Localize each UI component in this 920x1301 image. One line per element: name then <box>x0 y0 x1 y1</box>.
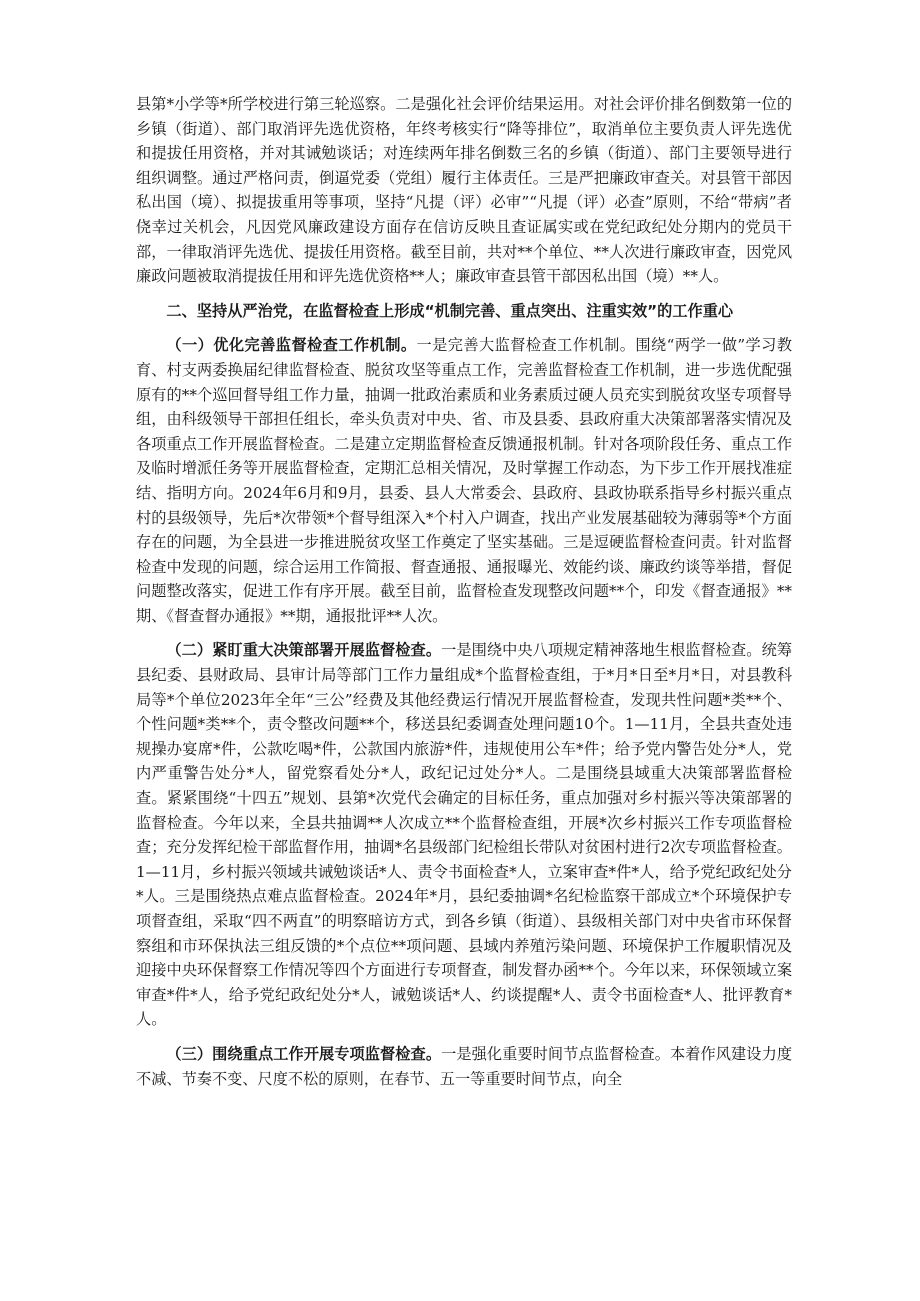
paragraph-subsection-2 <box>136 638 792 1032</box>
subsection-body-1: 一是完善大监督检查工作机制。围绕“两学一做”学习教育、村支两委换届纪律监督检查、脱贫攻坚等重点工作，完善监督检查工作机制，进一步选优配强原有的**个巡回督导组工作力量，抽调一批政治素质和业务素质过硬人员充实到脱贫攻坚专项督导组，由科级领导干部担任组长，牵头负责对中央、省、市及县委、县政府重大决策部署落实情况及各项重点工作开展监督检查。二是建立定期监督检查反馈通报机制。针对各项阶段任务、重点工作及临时增派任务等开展监督检查，定期汇总相关情况，及时掌握工作动态，为下步工作开展找准症结、指明方向。2024年6月和9月，县委、县人大常委会、县政府、县政协联系指导乡村振兴重点村的县级领导，先后*次带领*个督导组深入*个村入户调查，找出产业发展基础较为薄弱等*个方面存在的问题，为全县进一步推进脱贫攻坚工作奠定了坚实基础。三是逗硬监督检查问责。针对监督检查中发现的问题，综合运用工作简报、督查通报、通报曝光、效能约谈、廉政约谈等举措，督促问题整改落实，促进工作有序开展。截至目前，监督检查发现整改问题**个，印发《督查通报》**期、《督查督办通报》**期，通报批评**人次。 <box>136 336 793 625</box>
section-heading-2: 二、坚持从严治党，在监督检查上形成“机制完善、重点突出、注重实效”的工作重心 <box>166 301 734 320</box>
paragraph-subsection-3 <box>136 1042 792 1091</box>
paragraph-intro: 县第*小学等*所学校进行第三轮巡察。二是强化社会评价结果运用。对社会评价排名倒数第一位的乡镇（街道）、部门取消评先选优资格，年终考核实行“降等排位”，取消单位主要负责人评先选优和提拔任用资格，并对其诫勉谈话；对连续两年排名倒数三名的乡镇（街道）、部门主要领导进行组织调整。通过严格问责，倒逼党委（党组）履行主体责任。三是严把廉政审查关。对县管干部因私出国（境）、拟提拔重用等事项，坚持“凡提（评）必审”“凡提（评）必查”原则，不给“带病”者侥幸过关机会，凡因党风廉政建设方面存在信访反映且查证属实或在党纪政纪处分期内的党员干部，一律取消评先选优、提拔任用资格。截至目前，共对**个单位、**人次进行廉政审查，因党风廉政问题被取消提拔任用和评先选优资格**人；廉政审查县管干部因私出国（境）**人。 <box>136 95 792 286</box>
paragraph-subsection-1 <box>136 333 792 628</box>
subsection-body-3: 一是强化重要时间节点监督检查。本着作风建设力度不减、节奏不变、尺度不松的原则，在春节、五一等重要时间节点，向全 <box>136 1044 793 1088</box>
subsection-title-3: （三）围绕重点工作开展专项监督检查。 <box>166 1044 442 1063</box>
subsection-body-2: 一是围绕中央八项规定精神落地生根监督检查。统筹县纪委、县财政局、县审计局等部门工作力量组成*个监督检查组，于*月*日至*月*日，对县教科局等*个单位2023年全年“三公”经费及其他经费运行情况开展监督检查，发现共性问题*类**个、个性问题*类**个，责令整改问题**个，移送县纪委调查处理问题10个。1—11月，全县共查处违规操办宴席*件，公款吃喝*件，公款国内旅游*件，违规使用公车*件；给予党内警告处分*人，党内严重警告处分*人，留党察看处分*人，政纪记过处分*人。二是围绕县域重大决策部署监督检查。紧紧围绕“十四五”规划、县第*次党代会确定的目标任务，重点加强对乡村振兴等决策部署的监督检查。今年以来，全县共抽调**人次成立**个监督检查组，开展*次乡村振兴工作专项监督检查；充分发挥纪检干部监督作用，抽调*名县级部门纪检组长带队对贫困村进行2次专项监督检查。1—11月，乡村振兴领域共诫勉谈话*人、责令书面检查*人，立案审查*件*人，给予党纪政纪处分*人。三是围绕热点难点监督检查。2024年*月，县纪委抽调*名纪检监察干部成立*个环境保护专项督查组，采取“四不两直”的明察暗访方式，到各乡镇（街道）、县级相关部门对中央省市环保督察组和市环保执法三组反馈的*个点位**项问题、县域内养殖污染问题、环境保护工作履职情况及迎接中央环保督察工作情况等四个方面进行专项督查，制发督办函**个。今年以来，环保领域立案审查*件*人，给予党纪政纪处分*人，诫勉谈话*人、约谈提醒*人、责令书面检查*人、批评教育*人。 <box>136 641 793 1029</box>
subsection-title-2: （二）紧盯重大决策部署开展监督检查。 <box>166 641 442 660</box>
subsection-title-1: （一）优化完善监督检查工作机制。 <box>166 336 417 355</box>
